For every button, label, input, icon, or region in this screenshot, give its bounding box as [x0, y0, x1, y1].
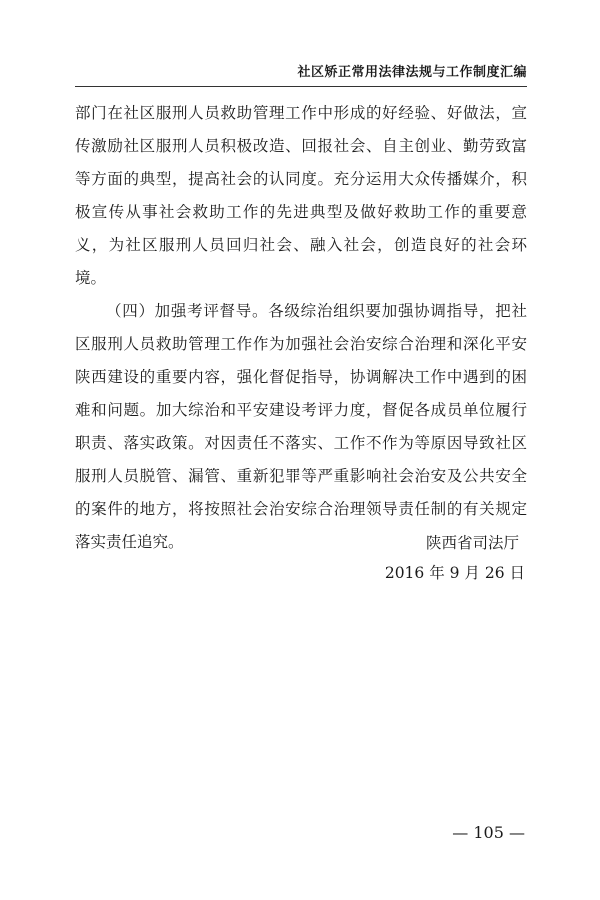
- paragraph-line: 服刑人员脱管、漏管、重新犯罪等严重影响社会治安及公共安全: [75, 467, 527, 485]
- paragraph-line: 境。: [75, 269, 107, 287]
- paragraph-line: 落实责任追究。: [75, 533, 184, 551]
- paragraph-line: 部门在社区服刑人员救助管理工作中形成的好经验、好做法，宣: [75, 104, 527, 122]
- paragraph-line: （四）加强考评督导。各级综治组织要加强协调指导，把社: [106, 302, 527, 320]
- paragraph-2: [75, 295, 527, 559]
- page-number: — 105 —: [452, 823, 525, 842]
- paragraph-line: 的案件的地方，将按照社会治安综合治理领导责任制的有关规定: [75, 500, 527, 518]
- paragraph-line: 等方面的典型，提高社会的认同度。充分运用大众传播媒介，积: [75, 170, 527, 188]
- paragraph-1: [75, 97, 527, 295]
- header-divider: [75, 86, 527, 87]
- page-body: [75, 97, 527, 559]
- paragraph-line: 传激励社区服刑人员积极改造、回报社会、自主创业、勤劳致富: [75, 137, 527, 155]
- paragraph-line: 陕西建设的重要内容，强化督促指导，协调解决工作中遇到的困: [75, 368, 527, 386]
- paragraph-line: 区服刑人员救助管理工作作为加强社会治安综合治理和深化平安: [75, 335, 527, 353]
- running-header-title: 社区矫正常用法律法规与工作制度汇编: [297, 65, 527, 80]
- signature-date: 2016 年 9 月 26 日: [384, 564, 525, 582]
- paragraph-line: 职责、落实政策。对因责任不落实、工作不作为等原因导致社区: [75, 434, 527, 452]
- signature-block: [385, 528, 525, 588]
- paragraph-line: 难和问题。加大综治和平安建设考评力度，督促各成员单位履行: [75, 401, 527, 419]
- paragraph-line: 极宣传从事社会救助工作的先进典型及做好救助工作的重要意: [75, 203, 527, 221]
- paragraph-line: 义，为社区服刑人员回归社会、融入社会，创造良好的社会环: [75, 236, 527, 254]
- signature-organization: 陕西省司法厅: [425, 534, 519, 552]
